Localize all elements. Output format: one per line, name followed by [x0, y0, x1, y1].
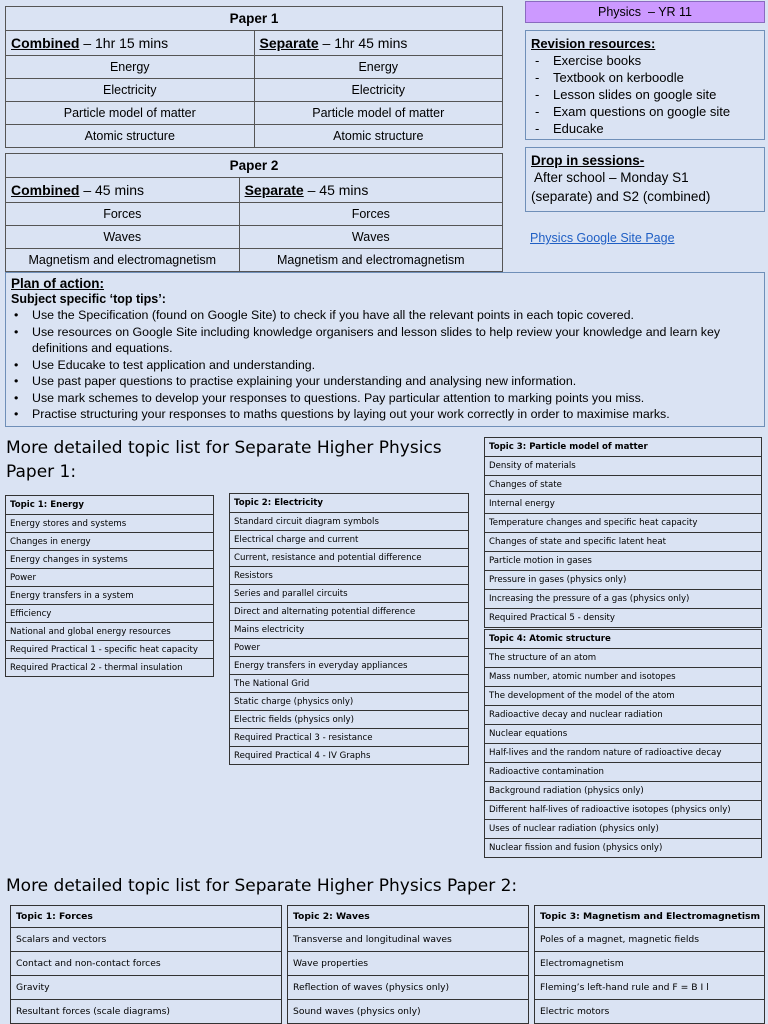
topic-item: Uses of nuclear radiation (physics only) [485, 820, 762, 839]
topic-item: Radioactive contamination [485, 763, 762, 782]
topic-item: Electrical charge and current [230, 531, 469, 549]
topic-energy-table [5, 495, 214, 677]
topic-item: Electric motors [535, 1000, 765, 1024]
topic-title: Topic 2: Waves [288, 906, 529, 928]
topic-item: Nuclear fission and fusion (physics only) [485, 839, 762, 858]
topic-item: Density of materials [485, 457, 762, 476]
paper1-table [5, 6, 503, 148]
topic-title: Topic 3: Magnetism and Electromagnetism [535, 906, 765, 928]
topic-waves-table [287, 905, 529, 1024]
revision-item: - Exercise books [531, 52, 759, 69]
paper1-cell: Energy [254, 56, 503, 79]
topic-item: Required Practical 2 - thermal insulation [6, 659, 214, 677]
topic-electricity-table [229, 493, 469, 765]
topic-item: Wave properties [288, 952, 529, 976]
paper2-cell: Waves [239, 226, 502, 249]
plan-item: • Use resources on Google Site including knowledge organisers and lesson slides to help review your knowledge and learn key definitions and equations. [11, 324, 759, 357]
topic-item: Static charge (physics only) [230, 693, 469, 711]
topic-item: Background radiation (physics only) [485, 782, 762, 801]
topic-item: Gravity [11, 976, 282, 1000]
topic-item: The structure of an atom [485, 649, 762, 668]
topic-item: Reflection of waves (physics only) [288, 976, 529, 1000]
topic-item: Different half-lives of radioactive isotopes (physics only) [485, 801, 762, 820]
topic-item: Pressure in gases (physics only) [485, 571, 762, 590]
paper1-topic-heading: More detailed topic list for Separate Higher Physics Paper 1: [6, 438, 442, 482]
topic-item: Increasing the pressure of a gas (physics only) [485, 590, 762, 609]
plan-item: • Use past paper questions to practise explaining your understanding and analysing new information. [11, 373, 759, 390]
paper1-combined-header: Combined – 1hr 15 mins [6, 31, 255, 56]
plan-item: • Use Educake to test application and understanding. [11, 357, 759, 374]
physics-google-site-link[interactable]: Physics Google Site Page [530, 231, 675, 245]
paper1-cell: Electricity [254, 79, 503, 102]
topic-item: Changes in energy [6, 533, 214, 551]
topic-item: Mains electricity [230, 621, 469, 639]
topic-item: Internal energy [485, 495, 762, 514]
paper1-cell: Atomic structure [6, 125, 255, 148]
paper1-cell: Atomic structure [254, 125, 503, 148]
drop-in-line: After school – Monday S1 [531, 170, 689, 185]
topic-item: Sound waves (physics only) [288, 1000, 529, 1024]
paper1-cell: Particle model of matter [254, 102, 503, 125]
topic-atomic-table [484, 629, 762, 858]
topic-item: Scalars and vectors [11, 928, 282, 952]
topic-item: Particle motion in gases [485, 552, 762, 571]
topic-item: Current, resistance and potential difference [230, 549, 469, 567]
topic-item: Required Practical 1 - specific heat capacity [6, 641, 214, 659]
topic-item: Series and parallel circuits [230, 585, 469, 603]
drop-in-line: (separate) and S2 (combined) [531, 189, 711, 204]
paper2-cell: Forces [6, 203, 240, 226]
topic-item: Mass number, atomic number and isotopes [485, 668, 762, 687]
paper2-cell: Magnetism and electromagnetism [6, 249, 240, 272]
paper1-cell: Particle model of matter [6, 102, 255, 125]
topic-item: Resistors [230, 567, 469, 585]
topic-item: Transverse and longitudinal waves [288, 928, 529, 952]
topic-item: Efficiency [6, 605, 214, 623]
topic-item: Poles of a magnet, magnetic fields [535, 928, 765, 952]
plan-title: Plan of action: [11, 276, 105, 291]
topic-item: Resultant forces (scale diagrams) [11, 1000, 282, 1024]
plan-item: • Practise structuring your responses to maths questions by laying out your work correctly in order to maximise marks. [11, 406, 759, 423]
topic-item: Radioactive decay and nuclear radiation [485, 706, 762, 725]
topic-item: Energy changes in systems [6, 551, 214, 569]
paper1-cell: Energy [6, 56, 255, 79]
plan-of-action-box [5, 272, 765, 427]
topic-item: Energy stores and systems [6, 515, 214, 533]
topic-item: Power [230, 639, 469, 657]
plan-item: • Use mark schemes to develop your responses to questions. Pay particular attention to marking points you miss. [11, 390, 759, 407]
revision-item: - Educake [531, 120, 759, 137]
topic-item: Temperature changes and specific heat capacity [485, 514, 762, 533]
paper2-separate-header: Separate – 45 mins [239, 178, 502, 203]
topic-item: Required Practical 5 - density [485, 609, 762, 628]
drop-in-title: Drop in sessions- [531, 153, 645, 168]
topic-item: Power [6, 569, 214, 587]
paper2-table [5, 153, 503, 272]
revision-item: - Textbook on kerboodle [531, 69, 759, 86]
topic-item: The development of the model of the atom [485, 687, 762, 706]
topic-item: Electromagnetism [535, 952, 765, 976]
paper1-separate-header: Separate – 1hr 45 mins [254, 31, 503, 56]
topic-title: Topic 2: Electricity [230, 494, 469, 513]
topic-item: The National Grid [230, 675, 469, 693]
revision-resources-box [525, 30, 765, 140]
topic-title: Topic 1: Forces [11, 906, 282, 928]
topic-item: Nuclear equations [485, 725, 762, 744]
topic-item: Changes of state and specific latent heat [485, 533, 762, 552]
topic-item: Energy transfers in a system [6, 587, 214, 605]
topic-item: Fleming’s left-hand rule and F = B I l [535, 976, 765, 1000]
topic-forces-table [10, 905, 282, 1024]
topic-title: Topic 3: Particle model of matter [485, 438, 762, 457]
topic-item: Direct and alternating potential difference [230, 603, 469, 621]
paper2-title: Paper 2 [6, 154, 503, 178]
drop-in-box [525, 147, 765, 212]
topic-item: Energy transfers in everyday appliances [230, 657, 469, 675]
topic-item: Half-lives and the random nature of radioactive decay [485, 744, 762, 763]
topic-item: Standard circuit diagram symbols [230, 513, 469, 531]
paper2-cell: Magnetism and electromagnetism [239, 249, 502, 272]
topic-item: Required Practical 4 - IV Graphs [230, 747, 469, 765]
topic-particle-table [484, 437, 762, 628]
topic-title: Topic 1: Energy [6, 496, 214, 515]
paper2-topic-heading: More detailed topic list for Separate Higher Physics Paper 2: [6, 876, 518, 896]
plan-subtitle: Subject specific ‘top tips’: [11, 292, 166, 306]
topic-item: Changes of state [485, 476, 762, 495]
revision-item: - Exam questions on google site [531, 103, 759, 120]
topic-item: Electric fields (physics only) [230, 711, 469, 729]
paper2-cell: Waves [6, 226, 240, 249]
revision-item: - Lesson slides on google site [531, 86, 759, 103]
topic-item: Contact and non-contact forces [11, 952, 282, 976]
topic-item: National and global energy resources [6, 623, 214, 641]
topic-title: Topic 4: Atomic structure [485, 630, 762, 649]
paper2-cell: Forces [239, 203, 502, 226]
topic-magnetism-table [534, 905, 765, 1024]
paper1-title: Paper 1 [6, 7, 503, 31]
revision-resources-title: Revision resources: [531, 36, 656, 51]
paper1-cell: Electricity [6, 79, 255, 102]
subject-badge: Physics – YR 11 [525, 1, 765, 23]
plan-item: • Use the Specification (found on Google Site) to check if you have all the relevant points in each topic covered. [11, 307, 759, 324]
paper2-combined-header: Combined – 45 mins [6, 178, 240, 203]
topic-item: Required Practical 3 - resistance [230, 729, 469, 747]
